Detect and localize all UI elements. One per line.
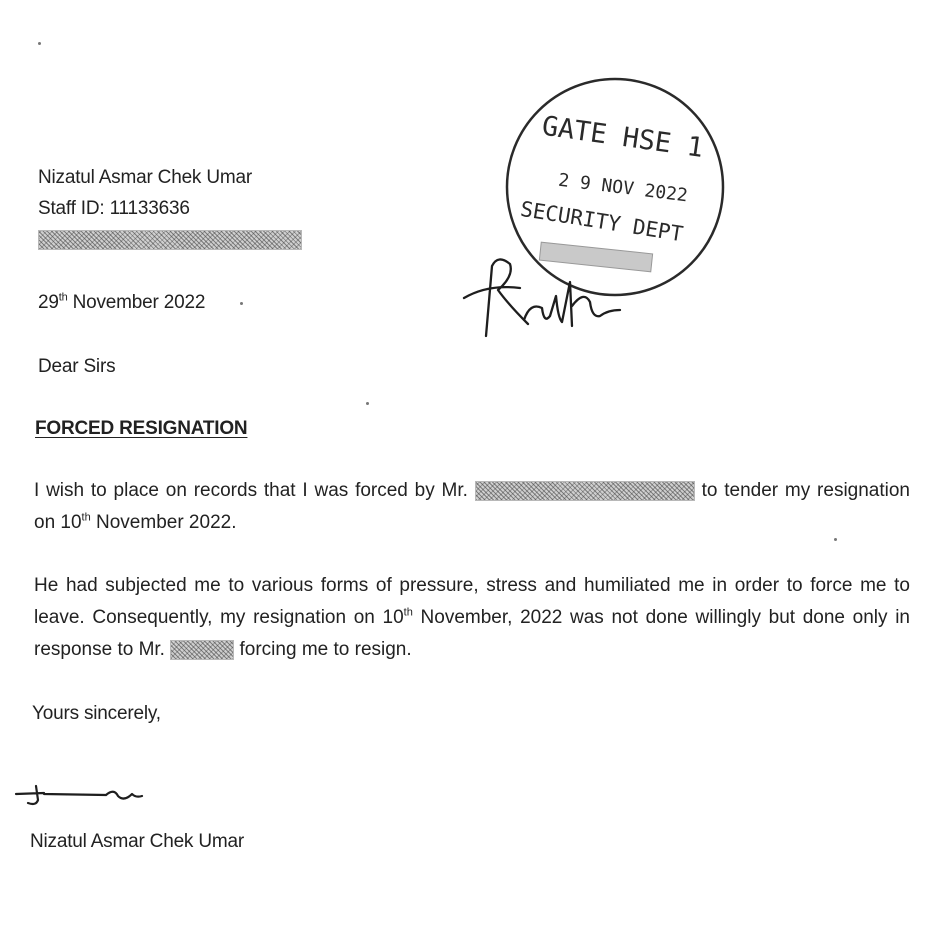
- sender-name: Nizatul Asmar Chek Umar: [38, 167, 252, 188]
- paragraph-2-part-a: He had subjected me to various forms of pressure, stress and humiliated me in order to force me to leave. Consequently, my resignation on 10: [34, 575, 910, 628]
- sender-address-redacted: [38, 229, 302, 251]
- date-rest: November 2022: [67, 292, 206, 313]
- paragraph-1-part-a: I wish to place on records that I was forced by Mr.: [34, 480, 468, 501]
- salutation: Dear Sirs: [38, 356, 116, 377]
- paragraph-2-part-b: November, 2022 was not done willingly but done only in response to Mr.: [34, 607, 910, 660]
- signature-small: [14, 776, 154, 810]
- paragraph-1-part-b: to tender my resignation on 10: [34, 480, 910, 533]
- redacted-name: [475, 481, 695, 501]
- scan-speck: [240, 302, 243, 305]
- date-day: 29: [38, 292, 59, 313]
- paragraph-1: [34, 475, 910, 539]
- stamp-line1: GATE HSE 1: [540, 110, 706, 164]
- signatory-name: Nizatul Asmar Chek Umar: [30, 831, 244, 852]
- paragraph-1-part-c: November 2022.: [90, 512, 237, 533]
- subject-heading: FORCED RESIGNATION: [35, 418, 248, 439]
- stamp-signature: [458, 246, 638, 356]
- closing: Yours sincerely,: [32, 703, 161, 724]
- stamp-date: 2 9 NOV 2022: [557, 169, 689, 207]
- letter-date: [38, 292, 205, 314]
- stamp-line3: SECURITY DEPT: [518, 196, 685, 247]
- date-suffix: th: [58, 291, 68, 304]
- paragraph-1-sup: th: [81, 511, 91, 524]
- scan-speck: [834, 538, 837, 541]
- staff-id: Staff ID: 11133636: [38, 198, 190, 219]
- paragraph-2: [34, 570, 910, 666]
- redacted-name-short: [170, 640, 234, 660]
- scan-speck: [366, 402, 369, 405]
- paragraph-2-sup: th: [403, 606, 413, 619]
- redaction-block: [38, 230, 302, 250]
- scan-speck: [38, 42, 41, 45]
- paragraph-2-part-c: forcing me to resign.: [234, 639, 412, 660]
